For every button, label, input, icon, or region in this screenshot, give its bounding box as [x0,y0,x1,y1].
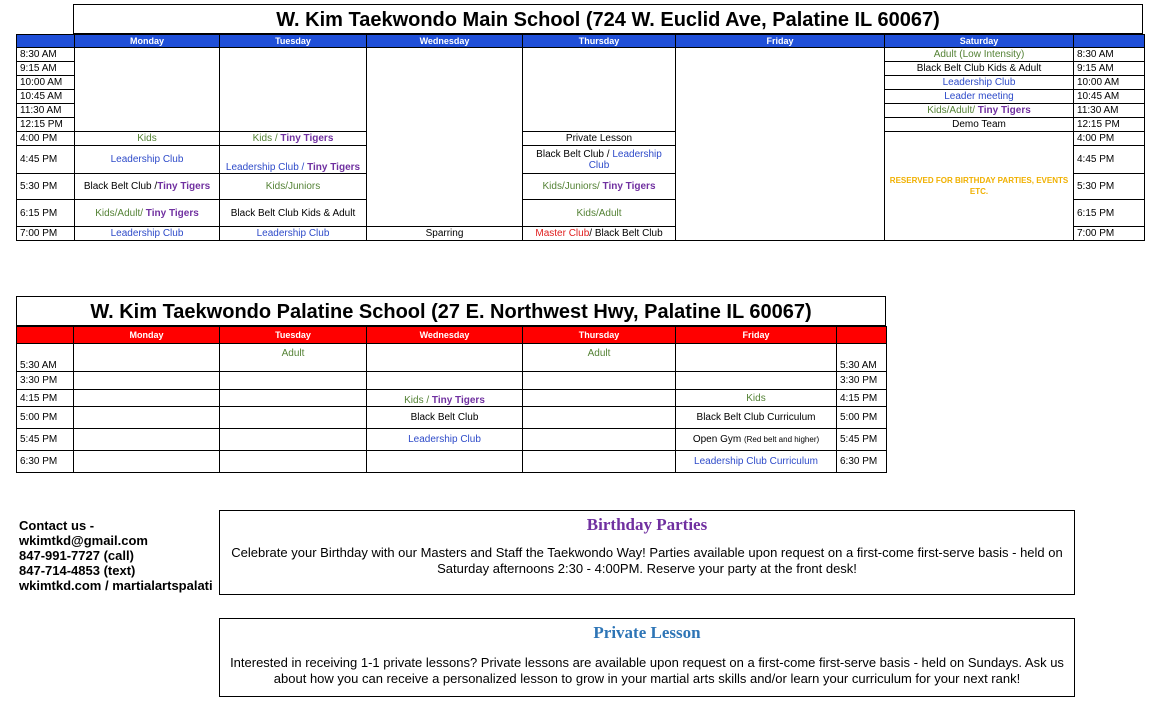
table-row [17,132,1145,146]
time-cell: 9:15 AM [1074,62,1145,76]
time-cell: 7:00 PM [1074,227,1145,241]
private-lesson-box [219,618,1075,697]
time-cell: 5:00 PM [837,407,887,429]
time-cell: 5:45 PM [17,429,74,451]
class-cell: Leadership Club [75,146,220,174]
contact-block [19,518,219,593]
time-cell: 6:15 PM [1074,200,1145,227]
class-cell: Kids [75,132,220,146]
class-cell: Black Belt Club Kids & Adult [220,200,367,227]
time-cell: 6:30 PM [837,451,887,473]
time-cell: 4:15 PM [837,390,887,407]
time-cell: 5:30 PM [1074,174,1145,200]
class-cell: Black Belt Club [367,407,523,429]
reserved-cell: RESERVED FOR BIRTHDAY PARTIES, EVENTS ETC. [885,132,1074,241]
time-cell: 5:00 PM [17,407,74,429]
class-cell: Leadership Club [75,227,220,241]
class-cell: Master Club/ Black Belt Club [523,227,676,241]
main-school-title: W. Kim Taekwondo Main School (724 W. Euclid Ave, Palatine IL 60067) [73,4,1143,34]
contact-phone-text[interactable]: 847-714-4853 (text) [19,563,136,578]
contact-email[interactable]: wkimtkd@gmail.com [19,533,148,548]
time-cell: 4:00 PM [1074,132,1145,146]
table-row [17,390,887,407]
time-cell: 4:15 PM [17,390,74,407]
class-cell: Leader meeting [885,90,1074,104]
class-cell: Black Belt Club Kids & Adult [885,62,1074,76]
time-cell: 10:00 AM [1074,76,1145,90]
table-row [17,48,1145,62]
contact-heading: Contact us - [19,518,95,533]
private-lesson-title: Private Lesson [593,623,701,642]
day-header: Tuesday [220,327,367,344]
time-cell: 11:30 AM [1074,104,1145,118]
time-cell: 12:15 PM [17,118,75,132]
time-cell: 4:45 PM [1074,146,1145,174]
time-cell: 3:30 PM [837,372,887,390]
time-cell: 9:15 AM [17,62,75,76]
class-cell: Leadership Club Curriculum [676,451,837,473]
time-cell: 8:30 AM [1074,48,1145,62]
time-cell: 10:45 AM [1074,90,1145,104]
class-cell: Black Belt Club / Leadership Club [523,146,676,174]
birthday-parties-text: Celebrate your Birthday with our Masters and Staff the Taekwondo Way! Parties available upon request on a first-come first-serve basis - held on Saturday afternoons 2:30 - 4:00PM. Reserve your party at the front desk! [231,545,1063,576]
class-cell: Adult [220,344,367,372]
time-cell: 5:45 PM [837,429,887,451]
class-cell: Kids/Juniors/ Tiny Tigers [523,174,676,200]
time-cell: 10:00 AM [17,76,75,90]
class-cell: Kids / Tiny Tigers [220,132,367,146]
time-cell: 4:45 PM [17,146,75,174]
time-cell: 3:30 PM [17,372,74,390]
day-header: Friday [676,327,837,344]
time-cell: 12:15 PM [1074,118,1145,132]
day-header: Friday [676,35,885,48]
day-header: Wednesday [367,327,523,344]
birthday-parties-title: Birthday Parties [586,515,708,534]
time-cell: 10:45 AM [17,90,75,104]
contact-phone-call[interactable]: 847-991-7727 (call) [19,548,134,563]
class-cell: Open Gym (Red belt and higher) [676,429,837,451]
main-header-row [17,35,1145,48]
time-cell: 5:30 AM [17,344,74,372]
day-header: Wednesday [367,35,523,48]
class-cell: Black Belt Club Curriculum [676,407,837,429]
class-cell: Demo Team [885,118,1074,132]
table-row [17,372,887,390]
palatine-school-title: W. Kim Taekwondo Palatine School (27 E. Northwest Hwy, Palatine IL 60067) [16,296,886,326]
class-cell: Kids/Adult [523,200,676,227]
class-cell: Kids/Juniors [220,174,367,200]
table-row [17,344,887,372]
private-lesson-text: Interested in receiving 1-1 private lessons? Private lessons are available upon request on a first-come first-serve basis - held on Sundays. Ask us about how you can receive a personalized lesson to grow in your martial arts skills and/or learn your curriculum for your next rank! [230,655,1064,686]
table-row [17,429,887,451]
class-cell: Private Lesson [523,132,676,146]
table-row [17,407,887,429]
time-cell: 6:30 PM [17,451,74,473]
contact-website[interactable]: wkimtkd.com / martialartspalati [19,578,213,593]
class-cell: Adult [523,344,676,372]
class-cell: Kids/Adult/ Tiny Tigers [75,200,220,227]
time-cell: 8:30 AM [17,48,75,62]
class-cell: Leadership Club [220,227,367,241]
class-cell: Kids/Adult/ Tiny Tigers [885,104,1074,118]
class-cell: Leadership Club [367,429,523,451]
palatine-school-schedule [16,326,887,473]
time-cell: 5:30 PM [17,174,75,200]
class-cell: Sparring [367,227,523,241]
birthday-parties-box [219,510,1075,595]
day-header: Monday [74,327,220,344]
class-cell: Leadership Club / Tiny Tigers [220,146,367,174]
class-cell: Black Belt Club /Tiny Tigers [75,174,220,200]
time-cell: 6:15 PM [17,200,75,227]
day-header: Saturday [885,35,1074,48]
day-header: Monday [75,35,220,48]
class-cell: Adult (Low Intensity) [885,48,1074,62]
palatine-header-row [17,327,887,344]
day-header: Tuesday [220,35,367,48]
table-row [17,451,887,473]
class-cell: Kids [676,390,837,407]
day-header: Thursday [523,35,676,48]
time-cell: 11:30 AM [17,104,75,118]
time-cell: 7:00 PM [17,227,75,241]
main-school-schedule [16,34,1145,241]
class-cell: Leadership Club [885,76,1074,90]
day-header: Thursday [523,327,676,344]
time-cell: 4:00 PM [17,132,75,146]
class-cell: Kids / Tiny Tigers [367,390,523,407]
time-cell: 5:30 AM [837,344,887,372]
